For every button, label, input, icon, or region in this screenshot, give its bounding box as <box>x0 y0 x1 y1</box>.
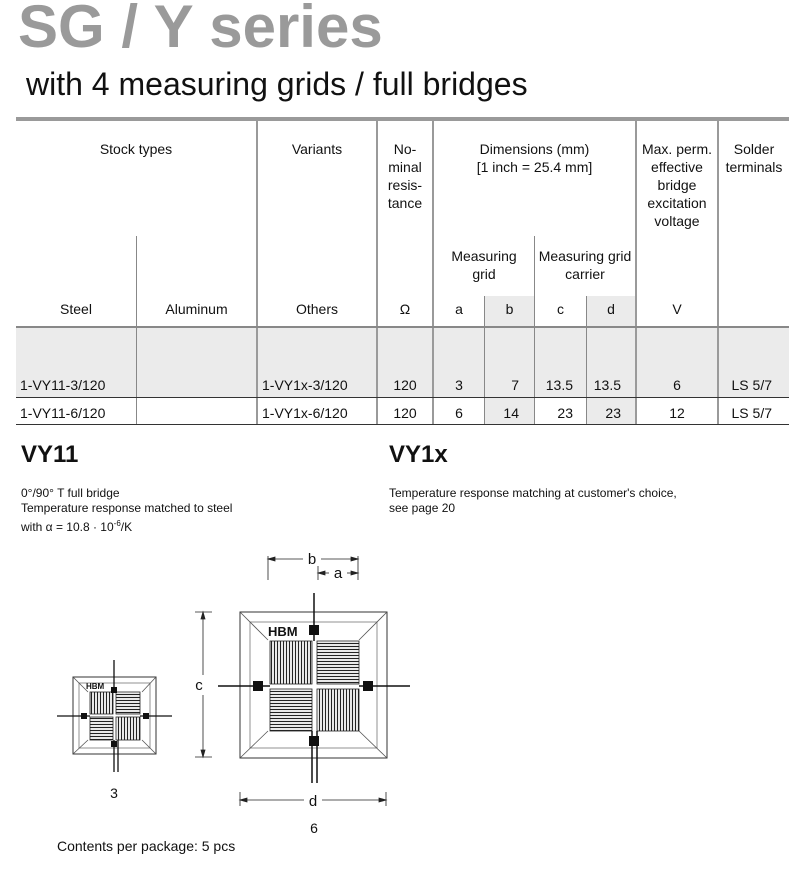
header-others: Others <box>295 301 338 317</box>
dimension-label-a: a <box>333 565 343 582</box>
series-title: SG / Y series <box>18 0 383 60</box>
dimension-label-c: c <box>195 677 203 694</box>
vy1x-desc-line: see page 20 <box>389 501 456 515</box>
small-gauge <box>57 660 172 772</box>
dimension-label-b: b <box>307 551 317 568</box>
header-voltage-line: effective <box>651 159 703 175</box>
vy1x-code: VY1x <box>389 441 448 468</box>
table-bottom-rule <box>16 424 789 425</box>
header-solder-terminals <box>719 140 789 176</box>
header-solder-line: Solder <box>733 141 775 157</box>
cell-others: 1-VY1x-6/120 <box>262 405 348 421</box>
spec-table <box>0 0 793 430</box>
header-grid-carrier <box>535 247 635 283</box>
cell-steel: 1-VY11-3/120 <box>20 377 106 393</box>
vy11-code: VY11 <box>21 441 79 468</box>
header-c: c <box>557 301 564 317</box>
vy11-desc-line <box>21 516 351 535</box>
vy11-desc-line: 0°/90° T full bridge <box>21 486 120 500</box>
vy11-description <box>21 486 351 535</box>
header-dimensions-line: [1 inch = 25.4 mm] <box>476 159 593 175</box>
header-carrier-line: Measuring grid <box>538 248 632 264</box>
header-measuring-grid-line: Measuring <box>451 248 517 264</box>
table-row <box>0 404 793 424</box>
cell-c: 23 <box>557 405 573 421</box>
cell-steel: 1-VY11-6/120 <box>20 405 106 421</box>
small-gauge-caption: 3 <box>110 785 118 801</box>
cell-d: 23 <box>605 405 621 421</box>
vy11-alpha-exponent: -6 <box>113 519 121 528</box>
header-nominal-line: resis- <box>387 177 423 193</box>
gauge-drawings <box>0 540 793 840</box>
cell-voltage: 12 <box>669 405 685 421</box>
large-gauge <box>218 593 410 783</box>
small-gauge-brand: HBM <box>86 682 105 691</box>
header-voltage-line: excitation <box>647 195 707 211</box>
header-dimensions <box>434 140 635 176</box>
header-bottom-rule <box>16 326 789 328</box>
header-carrier-line: carrier <box>565 266 605 282</box>
header-voltage-line: Max. perm. <box>641 141 712 157</box>
cell-c: 13.5 <box>545 377 573 393</box>
vy1x-desc-line: Temperature response matching at customer's choice, <box>389 486 677 500</box>
header-dimensions-line: Dimensions (mm) <box>479 141 590 157</box>
header-nominal-resistance <box>378 140 432 212</box>
header-a: a <box>455 301 463 317</box>
header-variants: Variants <box>291 141 343 157</box>
cell-others: 1-VY1x-3/120 <box>262 377 348 393</box>
cell-terminals: LS 5/7 <box>731 405 772 421</box>
large-gauge-brand: HBM <box>268 624 298 639</box>
header-voltage-line: voltage <box>654 213 700 229</box>
cell-resistance: 120 <box>393 405 417 421</box>
header-nominal-line: tance <box>387 195 423 211</box>
vy11-alpha-unit: /K <box>120 520 133 534</box>
cell-a: 6 <box>455 405 463 421</box>
cell-voltage: 6 <box>673 377 681 393</box>
header-measuring-grid-line: grid <box>472 266 496 282</box>
contents-per-package: Contents per package: 5 pcs <box>57 838 236 854</box>
row-divider <box>16 397 789 398</box>
vy11-alpha-text: with α = 10.8 · 10 <box>21 520 114 534</box>
cell-resistance: 120 <box>393 377 417 393</box>
header-aluminum: Aluminum <box>165 301 228 317</box>
vy1x-description <box>389 486 769 516</box>
header-measuring-grid <box>434 247 534 283</box>
series-subtitle: with 4 measuring grids / full bridges <box>26 66 528 102</box>
vy11-desc-line: Temperature response matched to steel <box>21 501 233 515</box>
header-nominal-line: No- <box>393 141 417 157</box>
header-d: d <box>607 301 615 317</box>
header-max-voltage <box>637 140 717 230</box>
cell-a: 3 <box>455 377 463 393</box>
large-gauge-caption: 6 <box>310 820 318 836</box>
header-volt-unit: V <box>672 301 682 317</box>
header-solder-line: terminals <box>725 159 783 175</box>
dimension-label-d: d <box>308 793 318 810</box>
header-ohm-unit: Ω <box>399 301 411 317</box>
header-b: b <box>505 301 514 317</box>
header-voltage-line: bridge <box>657 177 697 193</box>
cell-b: 7 <box>511 377 519 393</box>
header-nominal-line: minal <box>388 159 422 175</box>
cell-b: 14 <box>503 405 519 421</box>
header-steel: Steel <box>60 301 92 317</box>
cell-d: 13.5 <box>593 377 621 393</box>
cell-terminals: LS 5/7 <box>731 377 772 393</box>
table-row <box>0 376 793 396</box>
header-stock-types: Stock types <box>99 141 173 157</box>
